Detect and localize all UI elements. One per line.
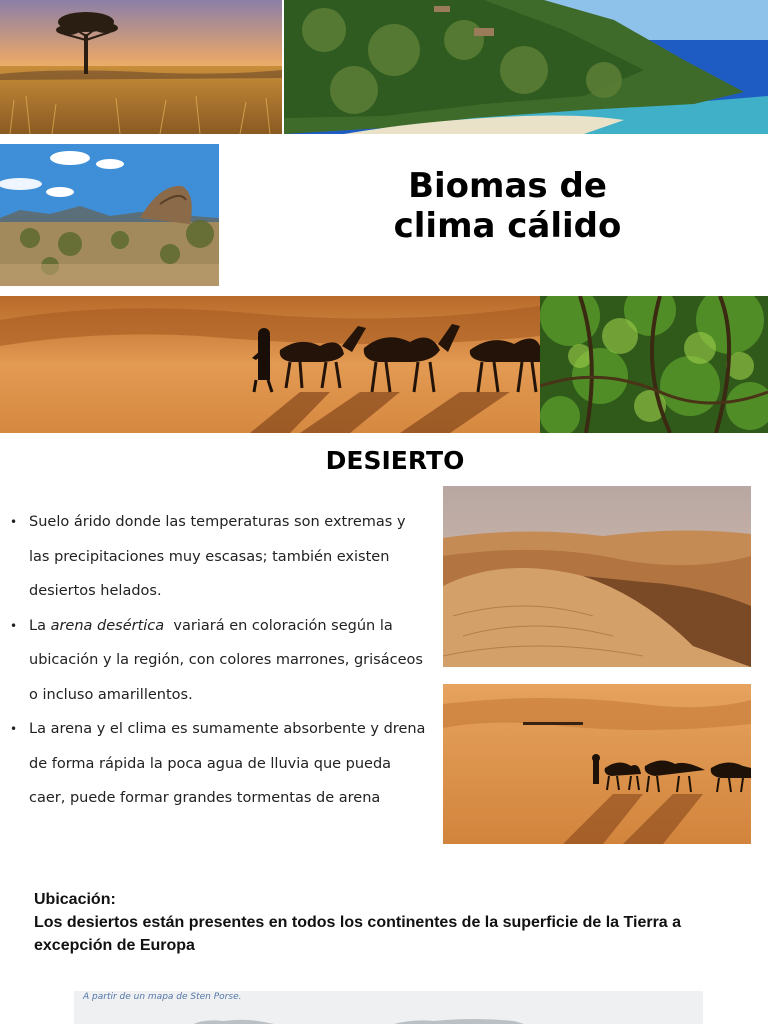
bullet-item	[10, 712, 430, 816]
location-label: Ubicación:	[34, 891, 116, 908]
bullet-text: Suelo árido donde las temperaturas son extremas y las precipitaciones muy escasas; también existen desiertos helados.	[29, 514, 406, 599]
tropical-coast-photo	[284, 0, 768, 134]
bullet-text-emphasis: arena desértica	[50, 617, 165, 634]
bullet-icon: •	[10, 515, 18, 529]
section-heading: DESIERTO	[325, 446, 465, 475]
bullet-item	[10, 609, 430, 713]
map-landmass-icon	[74, 991, 703, 1024]
title-line-2: clima cálido	[393, 206, 622, 246]
caravan-dunes-photo	[443, 684, 751, 844]
bullet-icon: •	[10, 722, 18, 736]
dunes-photo	[443, 486, 751, 667]
bullet-text: La arena y el clima es sumamente absorbente y drena de forma rápida la poca agua de lluvia que pueda caer, puede formar grandes tormentas de arena	[29, 721, 426, 806]
bullet-item	[10, 505, 430, 609]
camel-caravan-photo	[0, 296, 540, 433]
savanna-photo	[0, 0, 282, 134]
location-text: Los desiertos están presentes en todos los continentes de la superficie de la Tierra a excepción de Europa	[34, 914, 682, 954]
world-map	[74, 991, 703, 1024]
semidesert-photo	[0, 144, 219, 286]
bullet-icon: •	[10, 618, 18, 633]
bullet-list	[10, 505, 430, 816]
location-block	[34, 888, 724, 957]
bullet-text-prefix: La	[29, 617, 51, 634]
jungle-photo	[540, 296, 768, 433]
map-caption: A partir de un mapa de Sten Porse.	[83, 992, 242, 1002]
page-title	[340, 166, 675, 246]
title-line-1: Biomas de	[408, 166, 607, 206]
bullet-text-suffix: variará en coloración según la ubicación y la región, con colores marrones, grisáceos o incluso amarillentos.	[29, 617, 428, 703]
